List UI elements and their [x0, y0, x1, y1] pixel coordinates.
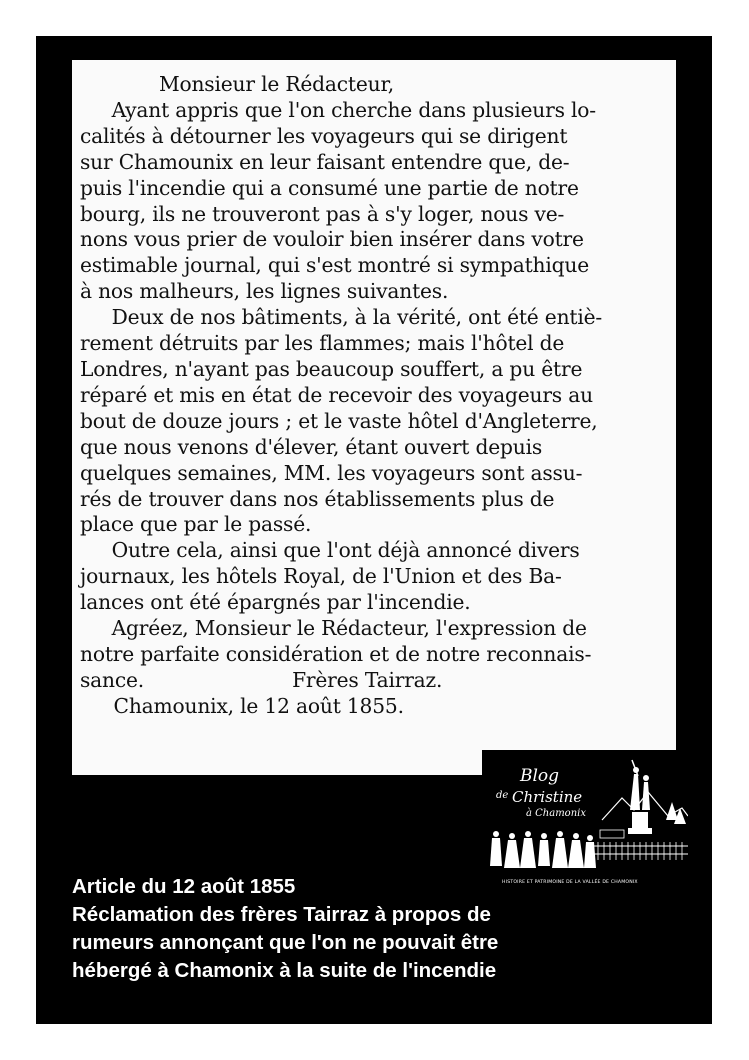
letter-line: puis l'incendie qui a consumé une partie de notre	[80, 175, 579, 200]
letter-line: rés de trouver dans nos établissements plus de	[80, 486, 555, 511]
logo-tagline: HISTOIRE ET PATRIMOINE DE LA VALLÉE DE CHAMONIX	[502, 880, 638, 885]
blog-logo	[482, 750, 688, 890]
letter-line: lances ont été épargnés par l'incendie.	[80, 590, 471, 615]
caption-line: Réclamation des frères Tairraz à propos de	[72, 903, 491, 926]
newspaper-clipping	[72, 60, 676, 775]
letter-line: Outre cela, ainsi que l'ont déjà annoncé divers	[111, 538, 580, 563]
signature: Frères Tairraz.	[292, 667, 443, 692]
letter-line: place que par le passé.	[80, 512, 312, 537]
date-line: Chamounix, le 12 août 1855.	[113, 693, 404, 718]
letter-line: Londres, n'ayant pas beaucoup souffert, a pu être	[80, 356, 583, 381]
logo-a-chamonix-text: à Chamonix	[526, 808, 586, 819]
letter-line: sur Chamounix en leur faisant entendre que, de-	[80, 149, 570, 174]
letter-line: à nos malheurs, les lignes suivantes.	[80, 279, 449, 304]
letter-line: Agréez, Monsieur le Rédacteur, l'expression de	[111, 616, 587, 641]
letter-line: rement détruits par les flammes; mais l'hôtel de	[80, 331, 565, 356]
letter-line: que nous venons d'élever, étant ouvert depuis	[80, 434, 543, 459]
caption-line: rumeurs annonçant que l'on ne pouvait être	[72, 931, 499, 954]
logo-de-text: de	[496, 790, 509, 801]
logo-illustration	[482, 750, 688, 890]
letter-line: bout de douze jours ; et le vaste hôtel d'Angleterre,	[80, 408, 598, 433]
caption-title: Article du 12 août 1855	[72, 875, 296, 898]
logo-blog-text: Blog	[520, 766, 560, 786]
letter-line: bourg, ils ne trouveront pas à s'y loger, nous ve-	[80, 201, 565, 226]
closing-line	[80, 668, 668, 694]
letter-line: journaux, les hôtels Royal, de l'Union et des Ba-	[80, 564, 562, 589]
letter-line: calités à détourner les voyageurs qui se dirigent	[80, 123, 568, 148]
logo-christine-text: Christine	[512, 788, 583, 806]
caption-line: hébergé à Chamonix à la suite de l'incendie	[72, 959, 497, 982]
closing-word: sance.	[80, 667, 145, 692]
letter-line: nons vous prier de vouloir bien insérer dans votre	[80, 227, 584, 252]
letter-line: Deux de nos bâtiments, à la vérité, ont été entiè-	[111, 305, 603, 330]
letter-line: notre parfaite considération et de notre reconnais-	[80, 641, 592, 666]
letter-line: Ayant appris que l'on cherche dans plusieurs lo-	[111, 97, 596, 122]
salutation: Monsieur le Rédacteur,	[158, 72, 394, 96]
letter-line: réparé et mis en état de recevoir des voyageurs au	[80, 382, 593, 407]
letter-line: quelques semaines, MM. les voyageurs sont assu-	[80, 460, 583, 485]
letter-line: estimable journal, qui s'est montré si sympathique	[80, 253, 590, 278]
caption	[72, 873, 498, 985]
